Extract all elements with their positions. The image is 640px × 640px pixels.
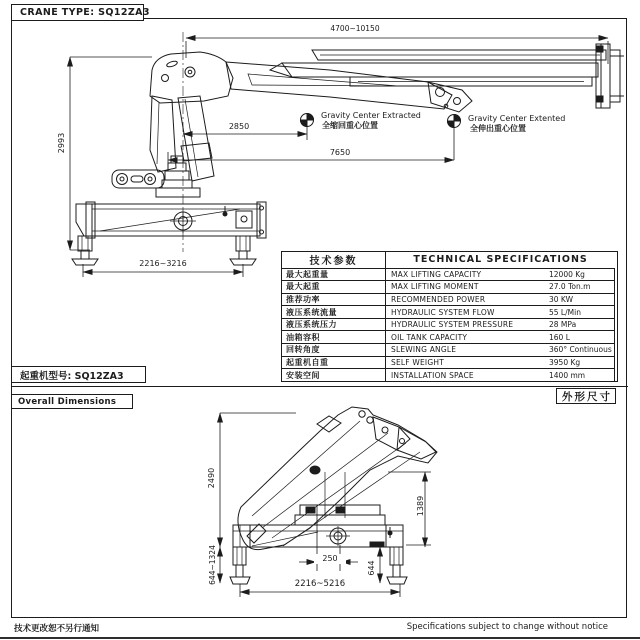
crane-type-text: CRANE TYPE: SQ12ZA3 <box>20 7 150 18</box>
dim-height-2993: 2993 <box>57 132 66 154</box>
spec-row-value: 30 KW <box>545 294 615 307</box>
spec-row-cn: 液压系统流量 <box>282 306 386 319</box>
spec-row-value: 28 MPa <box>545 319 615 332</box>
gc-extended-label-en: Gravity Center Extented <box>468 114 566 123</box>
spec-row-cn: 液压系统压力 <box>282 319 386 332</box>
gravity-center-extracted-icon <box>301 114 314 127</box>
gc-extended-label-cn: 全伸出重心位置 <box>470 124 526 133</box>
dim-outrigger-span-rear: 2216~5216 <box>294 579 346 589</box>
spec-row-en: HYDRAULIC SYSTEM PRESSURE <box>386 319 545 332</box>
spec-row-value: 360° Continuous <box>545 344 615 357</box>
spec-row-value: 1400 mm <box>545 369 615 382</box>
overall-dimensions-title <box>11 394 133 409</box>
spec-row-cn: 最大起重量 <box>282 269 386 282</box>
spec-row-cn: 推荐功率 <box>282 294 386 307</box>
spec-row-en: HYDRAULIC SYSTEM FLOW <box>386 306 545 319</box>
footer-note-en: Specifications subject to change without notice <box>406 622 608 632</box>
spec-row-cn: 安装空间 <box>282 369 386 382</box>
spec-row-cn: 最大起重 <box>282 281 386 294</box>
dim-leg-range-644-1324: 644~1324 <box>208 545 217 585</box>
crane-type-title <box>11 4 150 21</box>
spec-row-en: RECOMMENDED POWER <box>386 294 545 307</box>
dim-offset-250: 250 <box>314 554 346 564</box>
dim-boom-range: 4700~10150 <box>330 24 380 33</box>
overall-dimensions-text: Overall Dimensions <box>18 396 117 407</box>
spec-row-value: 55 L/Min <box>545 306 615 319</box>
spec-row-en: OIL TANK CAPACITY <box>386 331 545 344</box>
footer-rule <box>0 637 640 639</box>
spec-row-value: 3950 Kg <box>545 357 615 370</box>
footer-note-cn: 技术更改恕不另行通知 <box>14 624 100 634</box>
crane-model-text: 起重机型号: SQ12ZA3 <box>20 370 124 382</box>
spec-row-cn: 起重机自重 <box>282 357 386 370</box>
spec-row-value: 12000 Kg <box>545 269 615 282</box>
gc-extracted-label-en: Gravity Center Extracted <box>321 111 421 120</box>
dim-gc-extracted-2850: 2850 <box>228 122 250 131</box>
spec-row-en: MAX LIFTING CAPACITY <box>386 269 545 282</box>
spec-row-cn: 回转角度 <box>282 344 386 357</box>
spec-row-en: INSTALLATION SPACE <box>386 369 545 382</box>
rear-view-drawing <box>220 407 437 597</box>
dim-clearance-644: 644 <box>367 560 376 576</box>
dim-boom-height-1389: 1389 <box>416 495 425 517</box>
overall-dimensions-cn-title <box>556 388 616 404</box>
spec-table <box>281 251 618 382</box>
spec-row-value: 27.0 Ton.m <box>545 281 615 294</box>
gc-extracted-label-cn: 全缩回重心位置 <box>322 121 378 130</box>
spec-row-en: SELF WEIGHT <box>386 357 545 370</box>
spec-header-en: TECHNICAL SPECIFICATIONS <box>386 252 615 269</box>
crane-model-title <box>11 366 146 383</box>
spec-header-cn: 技术参数 <box>282 252 386 269</box>
gravity-center-extended-icon <box>448 115 461 128</box>
overall-dimensions-cn-text: 外形尺寸 <box>562 390 612 403</box>
dim-height-2490: 2490 <box>207 467 216 489</box>
spec-row-cn: 油箱容积 <box>282 331 386 344</box>
spec-row-value: 160 L <box>545 331 615 344</box>
spec-row-en: SLEWING ANGLE <box>386 344 545 357</box>
dim-gc-extended-7650: 7650 <box>329 148 351 157</box>
dim-outrigger-span-side: 2216~3216 <box>139 259 187 268</box>
spec-row-en: MAX LIFTING MOMENT <box>386 281 545 294</box>
